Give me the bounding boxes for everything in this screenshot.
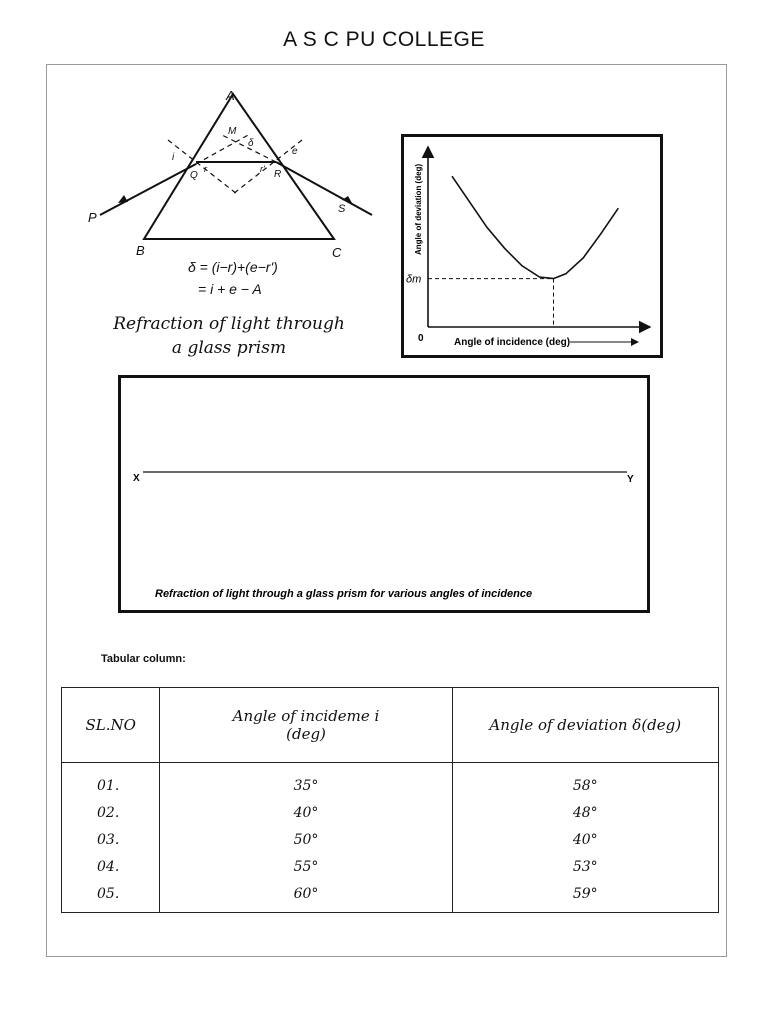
arrow-incident xyxy=(118,195,128,203)
incident-ray xyxy=(100,164,196,215)
table-cell-sl: 05. xyxy=(97,886,120,902)
table-cell-i: 55° xyxy=(293,859,319,875)
emergent-ray xyxy=(276,162,372,215)
axis-y-label: Y xyxy=(627,474,634,485)
prism-caption-line1: Refraction of light through xyxy=(113,314,345,334)
table-cell-i: 60° xyxy=(293,886,319,902)
formula-line2: = i + e − A xyxy=(198,281,262,297)
table-cell-d: 48° xyxy=(572,805,598,821)
deviation-column xyxy=(452,763,718,913)
table-cell-d: 40° xyxy=(572,832,598,848)
graph-xlabel: Angle of incidence (deg) xyxy=(454,337,571,348)
axis-x-label: X xyxy=(133,473,140,484)
table-cell-sl: 03. xyxy=(97,832,120,848)
label-r1: r' xyxy=(260,164,265,174)
prism-caption xyxy=(104,312,354,360)
label-B: B xyxy=(136,243,145,258)
table-cell-i: 40° xyxy=(293,805,319,821)
header-incidence-line2: (deg) xyxy=(286,725,326,743)
label-i: i xyxy=(172,152,175,163)
prism-sketch xyxy=(80,82,390,302)
prisms-figure-box xyxy=(118,375,650,613)
graph-origin: 0 xyxy=(418,333,424,344)
label-A: A xyxy=(226,88,235,103)
table-cell-sl: 02. xyxy=(97,805,120,821)
header-incidence-line1: Angle of incideme i xyxy=(232,707,380,725)
tabular-label: Tabular column: xyxy=(101,653,186,665)
table-cell-d: 58° xyxy=(572,778,598,794)
label-P: P xyxy=(88,210,97,225)
label-r: r xyxy=(204,164,207,174)
deviation-graph xyxy=(404,137,660,355)
header-sl-no: SL.NO xyxy=(62,688,160,763)
extended-in xyxy=(196,134,250,164)
label-C: C xyxy=(332,245,342,260)
header-incidence xyxy=(160,688,452,763)
table-cell-i: 50° xyxy=(293,832,319,848)
label-S: S xyxy=(338,203,346,215)
prism-triangle xyxy=(144,94,334,239)
graph-min-label: δm xyxy=(406,273,422,286)
table-cell-sl: 01. xyxy=(97,778,120,794)
incidence-column xyxy=(160,763,452,913)
observation-table xyxy=(61,687,719,913)
label-M: M xyxy=(228,126,237,137)
label-delta: δ xyxy=(248,138,254,149)
deviation-graph-box xyxy=(401,134,663,358)
sl-column xyxy=(62,763,160,913)
label-Q: Q xyxy=(190,170,198,181)
table-cell-d: 59° xyxy=(572,886,598,902)
table-cell-d: 53° xyxy=(572,859,598,875)
table-cell-sl: 04. xyxy=(97,859,120,875)
table-cell-i: 35° xyxy=(293,778,319,794)
normal-left xyxy=(168,140,237,194)
table-header-row xyxy=(62,688,719,763)
graph-ylabel: Angle of deviation (deg) xyxy=(414,163,423,255)
label-R: R xyxy=(274,169,282,180)
label-e: e xyxy=(292,146,298,157)
college-title: A S C PU COLLEGE xyxy=(283,28,485,51)
header-deviation: Angle of deviation δ(deg) xyxy=(452,688,718,763)
prism-caption-line2: a glass prism xyxy=(171,338,287,358)
table-body-row xyxy=(62,763,719,913)
deviation-curve xyxy=(452,176,618,278)
prisms-caption: Refraction of light through a glass prism for various angles of incidence xyxy=(155,588,533,600)
prisms-figure xyxy=(121,378,647,610)
formula-line1: δ = (i−r)+(e−r') xyxy=(188,259,278,275)
